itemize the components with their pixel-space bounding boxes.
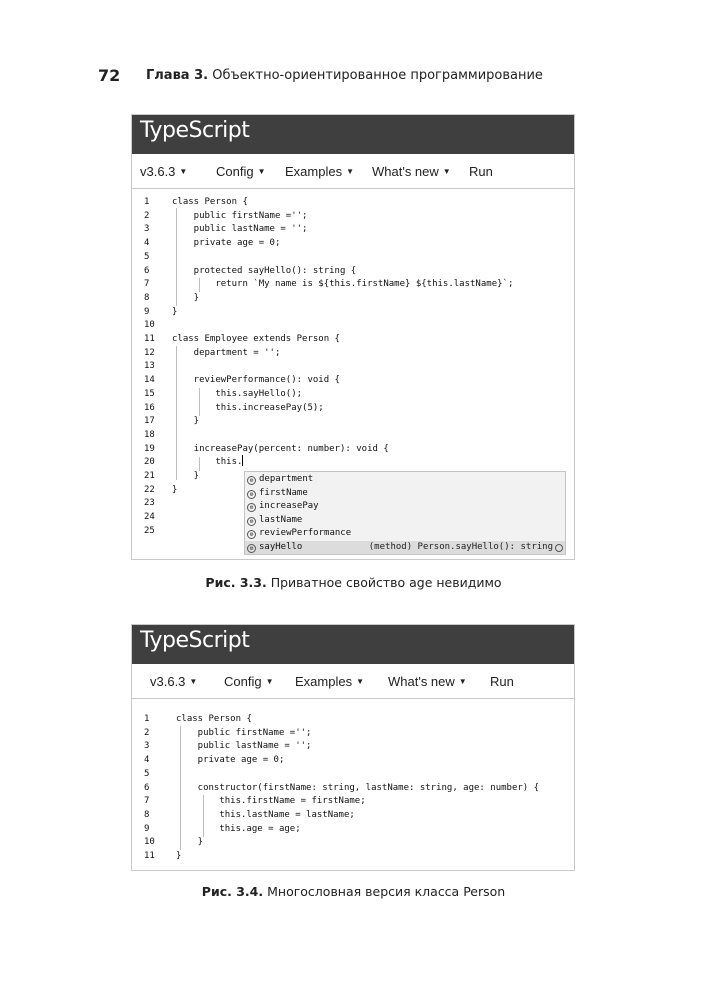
autocomplete-item[interactable]	[245, 487, 565, 500]
line-number: 10	[144, 320, 155, 331]
page-number: 72	[98, 66, 121, 85]
code-text: constructor(firstName: string, lastName: string, age: number) {	[176, 782, 540, 793]
config-menu[interactable]	[216, 164, 266, 179]
chevron-down-icon: ▼	[179, 167, 188, 176]
line-number: 15	[144, 388, 155, 399]
code-text: protected sayHello(): string {	[172, 265, 357, 276]
typescript-header	[132, 115, 574, 154]
playground-screenshot-1	[131, 114, 575, 560]
line-number: 6	[144, 265, 150, 276]
chevron-down-icon: ▼	[189, 677, 198, 686]
code-text: private age = 0;	[176, 755, 285, 766]
code-line	[132, 767, 574, 781]
code-text: public firstName ='';	[176, 727, 312, 738]
code-text: this.firstName = firstName;	[176, 796, 366, 807]
line-number: 25	[144, 525, 155, 536]
whats-new-menu[interactable]	[388, 674, 467, 689]
line-number: 19	[144, 443, 155, 454]
code-text: }	[172, 471, 200, 481]
code-line	[132, 781, 574, 795]
code-line	[132, 332, 574, 346]
text-cursor	[242, 455, 243, 466]
code-text: public lastName = '';	[176, 741, 312, 752]
code-text: }	[172, 416, 200, 427]
whats-new-label: What's new	[372, 164, 439, 179]
line-number: 22	[144, 484, 155, 495]
typescript-logo: TypeScript	[140, 118, 250, 143]
code-text: class Person {	[172, 197, 248, 207]
line-number: 4	[144, 238, 150, 249]
code-line	[132, 822, 574, 836]
caption-prefix: Рис. 3.3.	[205, 575, 267, 590]
code-line	[132, 346, 574, 360]
code-line	[132, 250, 574, 264]
line-number: 7	[144, 796, 150, 807]
line-number: 12	[144, 347, 155, 358]
autocomplete-label: sayHello	[259, 541, 303, 552]
autocomplete-item[interactable]	[245, 473, 565, 486]
line-number: 10	[144, 837, 155, 848]
playground-menu	[132, 664, 574, 699]
code-text: }	[172, 484, 178, 495]
figure-caption	[0, 884, 707, 899]
chevron-down-icon: ▼	[458, 677, 467, 686]
autocomplete-label: reviewPerformance	[259, 528, 352, 538]
code-text: }	[172, 306, 178, 317]
line-number: 4	[144, 755, 150, 766]
code-line	[132, 359, 574, 373]
code-line	[132, 209, 574, 223]
version-dropdown[interactable]	[150, 674, 197, 689]
line-number: 8	[144, 809, 150, 820]
line-number: 21	[144, 471, 155, 481]
line-number: 9	[144, 306, 150, 317]
code-text: }	[176, 851, 182, 861]
code-text: public firstName ='';	[172, 210, 308, 221]
line-number: 18	[144, 429, 155, 440]
line-number: 24	[144, 512, 155, 523]
code-line	[132, 753, 574, 767]
code-line	[132, 236, 574, 250]
code-text: class Person {	[176, 714, 252, 724]
member-icon: ⚙	[247, 476, 256, 485]
line-number: 7	[144, 279, 150, 290]
code-line	[132, 305, 574, 319]
code-text: increasePay(percent: number): void {	[172, 443, 389, 454]
config-label: Config	[224, 674, 262, 689]
code-text: this.increasePay(5);	[172, 402, 324, 413]
member-icon: ⚙	[247, 517, 256, 526]
code-line	[132, 318, 574, 332]
code-text: this.age = age;	[176, 823, 301, 834]
line-number: 3	[144, 741, 150, 752]
caption-prefix: Рис. 3.4.	[201, 884, 264, 899]
version-label: v3.6.3	[140, 164, 176, 179]
autocomplete-item[interactable]	[245, 500, 565, 513]
run-button[interactable]: Run	[490, 674, 514, 689]
code-line	[132, 414, 574, 428]
line-number: 2	[144, 727, 150, 738]
code-text: }	[172, 292, 200, 303]
version-label: v3.6.3	[150, 674, 186, 689]
code-line	[132, 794, 574, 808]
code-text: reviewPerformance(): void {	[172, 375, 340, 386]
examples-label: Examples	[295, 674, 353, 689]
line-number: 13	[144, 361, 155, 372]
code-text: this.sayHello();	[172, 388, 303, 399]
code-line	[132, 712, 574, 726]
line-number: 11	[144, 851, 155, 861]
chevron-down-icon: ▼	[257, 167, 266, 176]
line-number: 2	[144, 210, 150, 221]
member-icon: ⚙	[247, 503, 256, 512]
code-line	[132, 808, 574, 822]
code-line	[132, 195, 574, 209]
examples-menu[interactable]	[295, 674, 364, 689]
member-icon: ⚙	[247, 490, 256, 499]
code-line	[132, 849, 574, 863]
line-number: 1	[144, 197, 150, 207]
code-line	[132, 277, 574, 291]
line-number: 14	[144, 375, 155, 386]
caption-text: Многословная версия класса Person	[267, 884, 506, 899]
line-number: 5	[144, 768, 150, 779]
typescript-header	[132, 625, 574, 664]
line-number: 1	[144, 714, 150, 724]
code-line	[132, 835, 574, 849]
playground-screenshot-2	[131, 624, 575, 871]
autocomplete-detail: (method) Person.sayHello(): string	[368, 541, 553, 552]
code-line	[132, 264, 574, 278]
chevron-down-icon: ▼	[265, 677, 274, 686]
autocomplete-item[interactable]	[245, 527, 565, 540]
line-number: 20	[144, 457, 155, 468]
code-text: private age = 0;	[172, 238, 281, 249]
code-line	[132, 428, 574, 442]
code-text: department = '';	[172, 347, 281, 358]
code-text: public lastName = '';	[172, 224, 308, 235]
chevron-down-icon: ▼	[442, 167, 451, 176]
page-header	[98, 66, 667, 86]
autocomplete-label: department	[259, 474, 314, 484]
line-number: 8	[144, 292, 150, 303]
line-number: 3	[144, 224, 150, 235]
code-line	[132, 373, 574, 387]
line-number: 5	[144, 251, 150, 262]
line-number: 11	[144, 334, 155, 344]
code-line	[132, 442, 574, 456]
code-line	[132, 455, 574, 469]
info-icon[interactable]	[555, 544, 563, 552]
line-number: 23	[144, 498, 155, 509]
line-number: 6	[144, 782, 150, 793]
code-text: return `My name is ${this.firstName} ${this.lastName}`;	[172, 279, 514, 290]
whats-new-menu[interactable]	[372, 164, 451, 179]
autocomplete-label: increasePay	[259, 501, 319, 511]
chapter-title	[146, 68, 543, 83]
code-text: }	[176, 837, 204, 848]
run-button[interactable]: Run	[469, 164, 493, 179]
member-icon: ⚙	[247, 544, 256, 553]
examples-label: Examples	[285, 164, 343, 179]
autocomplete-label: firstName	[259, 487, 308, 498]
autocomplete-item[interactable]	[245, 541, 565, 554]
config-label: Config	[216, 164, 254, 179]
code-line	[132, 222, 574, 236]
examples-menu[interactable]	[285, 164, 354, 179]
chevron-down-icon: ▼	[346, 167, 354, 176]
version-dropdown[interactable]	[140, 164, 187, 179]
code-line	[132, 726, 574, 740]
line-number: 16	[144, 402, 155, 413]
code-line	[132, 401, 574, 415]
code-line	[132, 387, 574, 401]
whats-new-label: What's new	[388, 674, 455, 689]
chevron-down-icon: ▼	[356, 677, 364, 686]
playground-menu	[132, 154, 574, 189]
code-line	[132, 739, 574, 753]
line-number: 17	[144, 416, 155, 427]
code-line	[132, 291, 574, 305]
chapter-prefix: Глава 3.	[146, 68, 209, 83]
caption-text: Приватное свойство age невидимо	[270, 575, 502, 590]
member-icon: ⚙	[247, 530, 256, 539]
code-text: this.	[172, 457, 243, 468]
autocomplete-popup[interactable]	[244, 471, 566, 555]
typescript-logo: TypeScript	[140, 628, 250, 653]
code-text: this.lastName = lastName;	[176, 809, 355, 820]
autocomplete-item[interactable]	[245, 514, 565, 527]
autocomplete-label: lastName	[259, 514, 303, 525]
figure-caption	[0, 575, 707, 590]
code-text: class Employee extends Person {	[172, 334, 340, 344]
line-number: 9	[144, 823, 150, 834]
config-menu[interactable]	[224, 674, 274, 689]
chapter-name: Объектно-ориентированное программирование	[212, 68, 543, 83]
